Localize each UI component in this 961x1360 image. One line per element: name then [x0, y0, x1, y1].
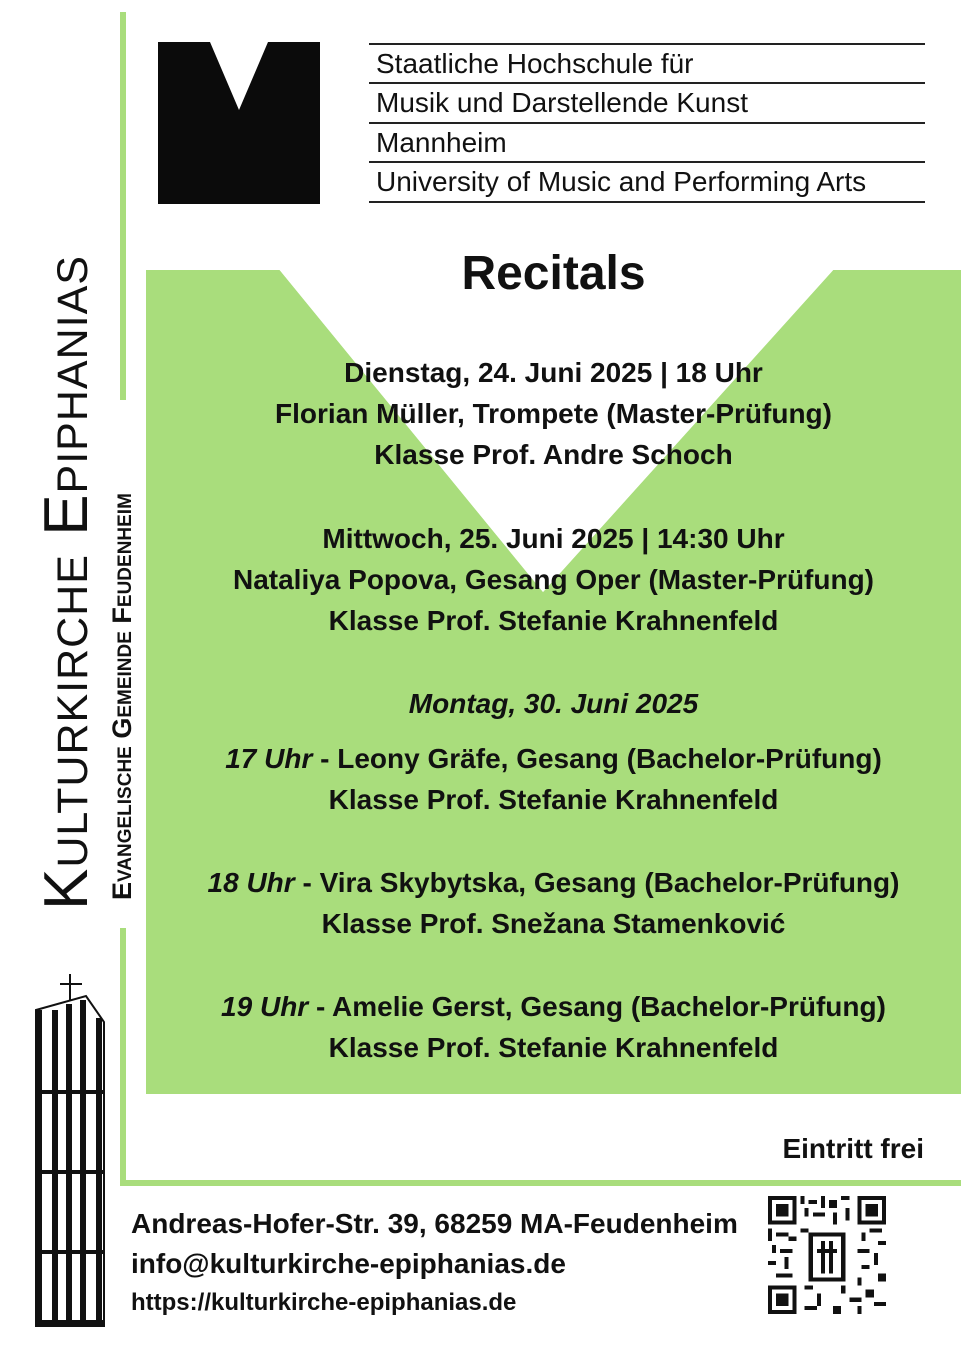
institution-line-2: Musik und Darstellende Kunst — [376, 87, 748, 118]
institution-line-1: Staatliche Hochschule für — [376, 48, 694, 79]
qr-code[interactable] — [768, 1196, 886, 1314]
header-rule-2 — [369, 82, 925, 84]
slot-3-performer: - Amelie Gerst, Gesang (Bachelor-Prüfung) — [308, 991, 886, 1022]
slot-1-line — [146, 741, 961, 777]
institution-line-3: Mannheim — [376, 127, 507, 158]
event-2-performer: Nataliya Popova, Gesang Oper (Master-Prüfung) — [232, 564, 875, 595]
mannheim-m-logo — [158, 42, 320, 204]
slot-2-class: Klasse Prof. Snežana Stamenković — [321, 908, 786, 939]
footer-email-link[interactable]: info@kulturkirche-epiphanias.de — [131, 1248, 566, 1279]
slot-1-class: Klasse Prof. Stefanie Krahnenfeld — [328, 784, 779, 815]
sidebar-subtitle: Evangelische Gemeinde Feudenheim — [107, 493, 137, 900]
header-rule-1 — [369, 43, 925, 45]
header-rule-5 — [369, 201, 925, 203]
slot-2-line — [146, 865, 961, 901]
event-1-performer: Florian Müller, Trompete (Master-Prüfung) — [275, 398, 832, 429]
slot-3-line — [146, 989, 961, 1025]
event-2-class: Klasse Prof. Stefanie Krahnenfeld — [328, 605, 779, 636]
admission-note: Eintritt frei — [782, 1133, 924, 1164]
slot-1-time: 17 Uhr — [225, 743, 313, 774]
slot-3-time: 19 Uhr — [221, 991, 309, 1022]
slot-3-class: Klasse Prof. Stefanie Krahnenfeld — [328, 1032, 779, 1063]
header-rule-3 — [369, 122, 925, 124]
event-1-class: Klasse Prof. Andre Schoch — [374, 439, 733, 470]
monday-date: Montag, 30. Juni 2025 — [408, 688, 699, 719]
event-1-date: Dienstag, 24. Juni 2025 | 18 Uhr — [344, 357, 763, 388]
slot-1-performer: - Leony Gräfe, Gesang (Bachelor-Prüfung) — [312, 743, 882, 774]
slot-2-performer: - Vira Skybytska, Gesang (Bachelor-Prüfung) — [294, 867, 900, 898]
church-tower-drawing — [30, 970, 110, 1330]
footer-address: Andreas-Hofer-Str. 39, 68259 MA-Feudenheim — [131, 1208, 738, 1239]
slot-2-time: 18 Uhr — [207, 867, 295, 898]
sidebar-title: Kulturkirche Epiphanias — [32, 255, 101, 910]
page-title: Recitals — [461, 247, 646, 300]
event-2-date: Mittwoch, 25. Juni 2025 | 14:30 Uhr — [322, 523, 785, 554]
institution-line-4: University of Music and Performing Arts — [376, 166, 867, 197]
footer-website-link[interactable]: https://kulturkirche-epiphanias.de — [131, 1289, 517, 1316]
header-rule-4 — [369, 161, 925, 163]
